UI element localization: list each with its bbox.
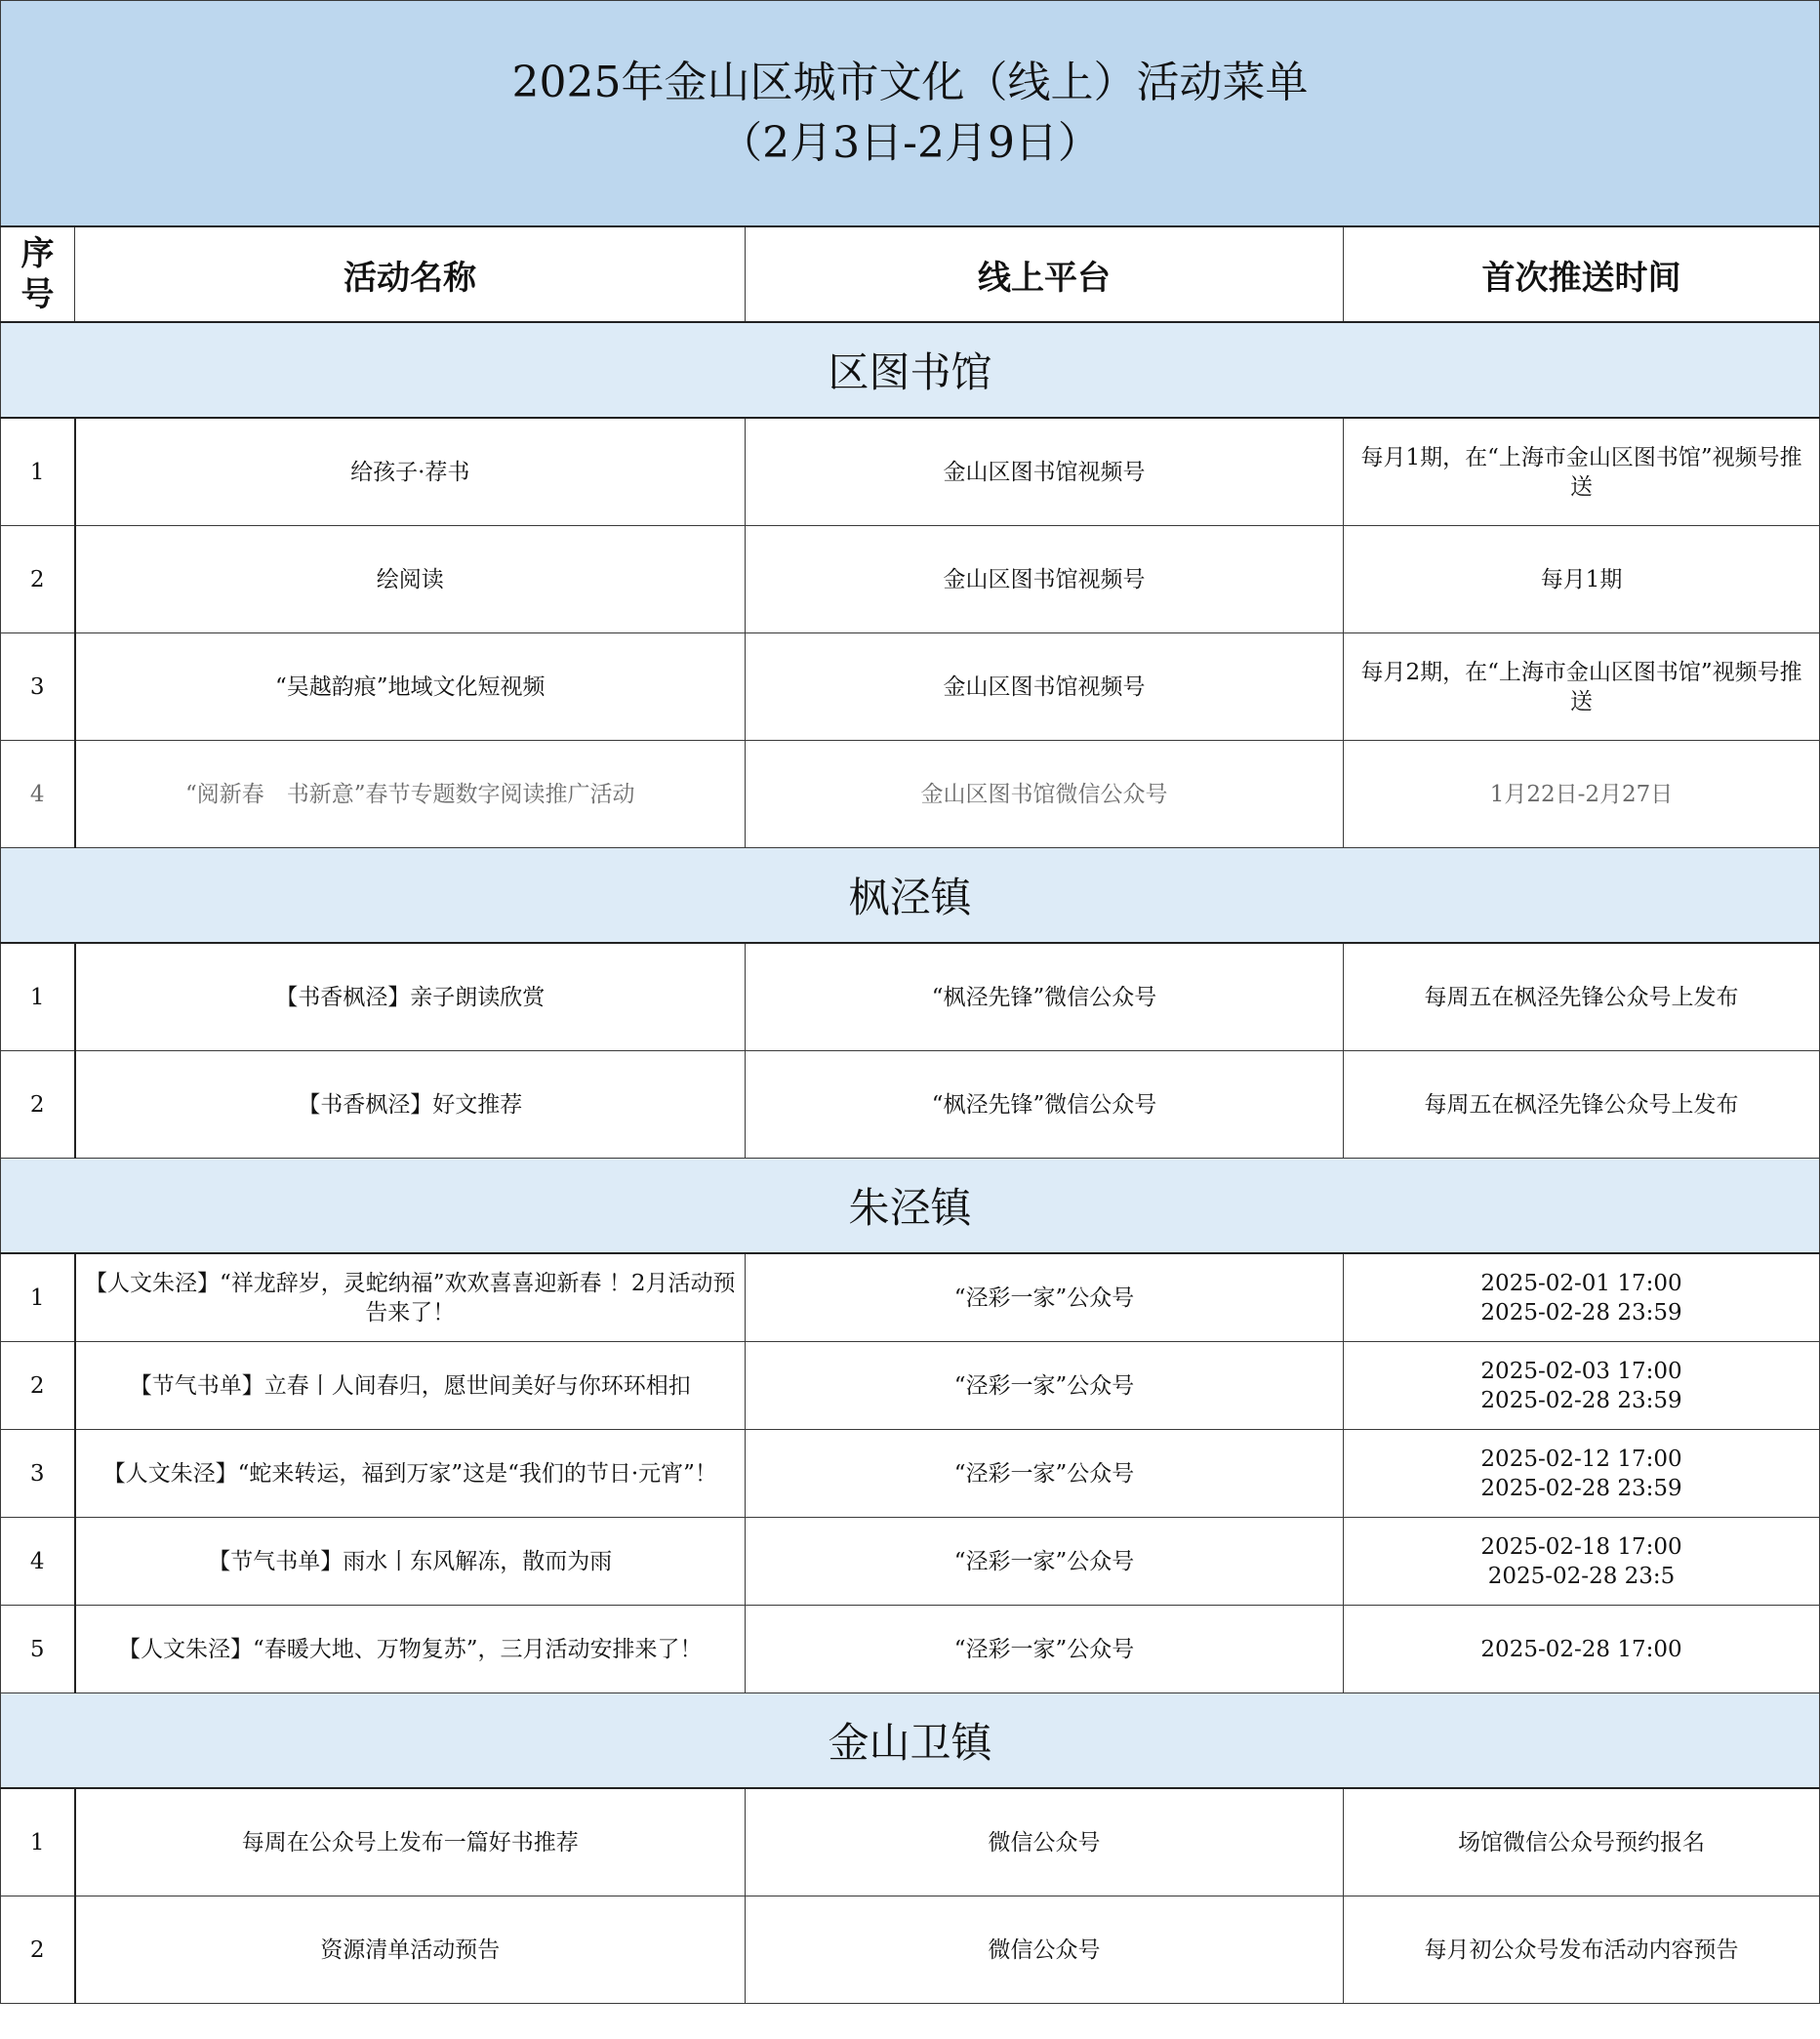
row-seq: 2 [1,526,75,633]
row-platform: 金山区图书馆视频号 [746,526,1344,633]
row-time [1344,1253,1820,1342]
row-platform: 金山区图书馆微信公众号 [746,741,1344,848]
row-name: “吴越韵痕”地域文化短视频 [75,633,746,741]
header-name: 活动名称 [75,226,746,322]
row-time: 1月22日-2月27日 [1344,741,1820,848]
table-row [1,1051,1820,1159]
row-time-start: 2025-02-28 17:00 [1480,1636,1682,1662]
title-row [1,1,1820,227]
table-row [1,1430,1820,1518]
table-row [1,1342,1820,1430]
row-platform: “泾彩一家”公众号 [746,1342,1344,1430]
title-line-2: （2月3日-2月9日） [719,118,1101,168]
row-time: 每周五在枫泾先锋公众号上发布 [1344,1051,1820,1159]
table-row [1,1606,1820,1693]
table-row [1,1253,1820,1342]
row-seq: 4 [1,1518,75,1606]
table-row [1,1788,1820,1896]
table-row [1,741,1820,848]
section-title: 金山卫镇 [1,1693,1820,1789]
table-row [1,633,1820,741]
row-time-end: 2025-02-28 23:59 [1480,1387,1682,1413]
row-name: 每周在公众号上发布一篇好书推荐 [75,1788,746,1896]
row-name: 【书香枫泾】亲子朗读欣赏 [75,943,746,1051]
row-name: 【书香枫泾】好文推荐 [75,1051,746,1159]
row-name: 【人文朱泾】“春暖大地、万物复苏”，三月活动安排来了！ [75,1606,746,1693]
row-time-start: 2025-02-18 17:00 [1480,1533,1682,1560]
row-name: 绘阅读 [75,526,746,633]
section-header-library [1,322,1820,418]
section-title: 朱泾镇 [1,1159,1820,1254]
header-seq-line-2: 号 [20,275,55,314]
header-platform: 线上平台 [746,226,1344,322]
row-time: 每月初公众号发布活动内容预告 [1344,1896,1820,2004]
row-name: “阅新春 书新意”春节专题数字阅读推广活动 [75,741,746,848]
row-time [1344,1342,1820,1430]
row-seq: 2 [1,1896,75,2004]
row-seq: 4 [1,741,75,848]
row-platform: “泾彩一家”公众号 [746,1606,1344,1693]
row-time: 每月2期，在“上海市金山区图书馆”视频号推送 [1344,633,1820,741]
row-name: 资源清单活动预告 [75,1896,746,2004]
row-seq: 2 [1,1342,75,1430]
row-seq: 1 [1,418,75,526]
row-name: 【节气书单】立春丨人间春归，愿世间美好与你环环相扣 [75,1342,746,1430]
row-name: 【节气书单】雨水丨东风解冻，散而为雨 [75,1518,746,1606]
row-name: 【人文朱泾】“蛇来转运，福到万家”这是“我们的节日·元宵”！ [75,1430,746,1518]
row-time-end: 2025-02-28 23:59 [1480,1475,1682,1501]
row-platform: “枫泾先锋”微信公众号 [746,943,1344,1051]
page-title [1,1,1820,227]
row-time: 场馆微信公众号预约报名 [1344,1788,1820,1896]
table-row [1,526,1820,633]
row-platform: “泾彩一家”公众号 [746,1518,1344,1606]
row-platform: “泾彩一家”公众号 [746,1253,1344,1342]
row-platform: “泾彩一家”公众号 [746,1430,1344,1518]
table-row [1,1518,1820,1606]
row-name: 给孩子·荐书 [75,418,746,526]
row-time [1344,1606,1820,1693]
row-time-start: 2025-02-01 17:00 [1480,1270,1682,1296]
row-seq: 1 [1,1788,75,1896]
row-platform: “枫泾先锋”微信公众号 [746,1051,1344,1159]
section-title: 枫泾镇 [1,848,1820,944]
row-time [1344,1518,1820,1606]
row-seq: 3 [1,633,75,741]
title-line-1: 2025年金山区城市文化（线上）活动菜单 [511,58,1309,107]
table-row [1,418,1820,526]
row-time: 每月1期，在“上海市金山区图书馆”视频号推送 [1344,418,1820,526]
row-time-end: 2025-02-28 23:5 [1487,1563,1676,1589]
row-time-start: 2025-02-12 17:00 [1480,1446,1682,1472]
header-seq [1,226,75,322]
row-time-start: 2025-02-03 17:00 [1480,1358,1682,1384]
header-seq-line-1: 序 [20,234,55,273]
row-seq: 2 [1,1051,75,1159]
table-row [1,943,1820,1051]
row-platform: 金山区图书馆视频号 [746,633,1344,741]
row-time: 每周五在枫泾先锋公众号上发布 [1344,943,1820,1051]
section-title: 区图书馆 [1,322,1820,418]
row-seq: 3 [1,1430,75,1518]
row-platform: 微信公众号 [746,1788,1344,1896]
section-header-fengjing [1,848,1820,944]
row-time-end: 2025-02-28 23:59 [1480,1299,1682,1325]
row-platform: 金山区图书馆视频号 [746,418,1344,526]
row-platform: 微信公众号 [746,1896,1344,2004]
header-row [1,226,1820,322]
section-header-jinshanwei [1,1693,1820,1789]
row-time: 每月1期 [1344,526,1820,633]
row-seq: 1 [1,943,75,1051]
row-seq: 5 [1,1606,75,1693]
row-time [1344,1430,1820,1518]
header-time: 首次推送时间 [1344,226,1820,322]
section-header-zhujing [1,1159,1820,1254]
row-name: 【人文朱泾】“祥龙辞岁，灵蛇纳福”欢欢喜喜迎新春 ！2月活动预告来了！ [75,1253,746,1342]
table-row [1,1896,1820,2004]
row-seq: 1 [1,1253,75,1342]
